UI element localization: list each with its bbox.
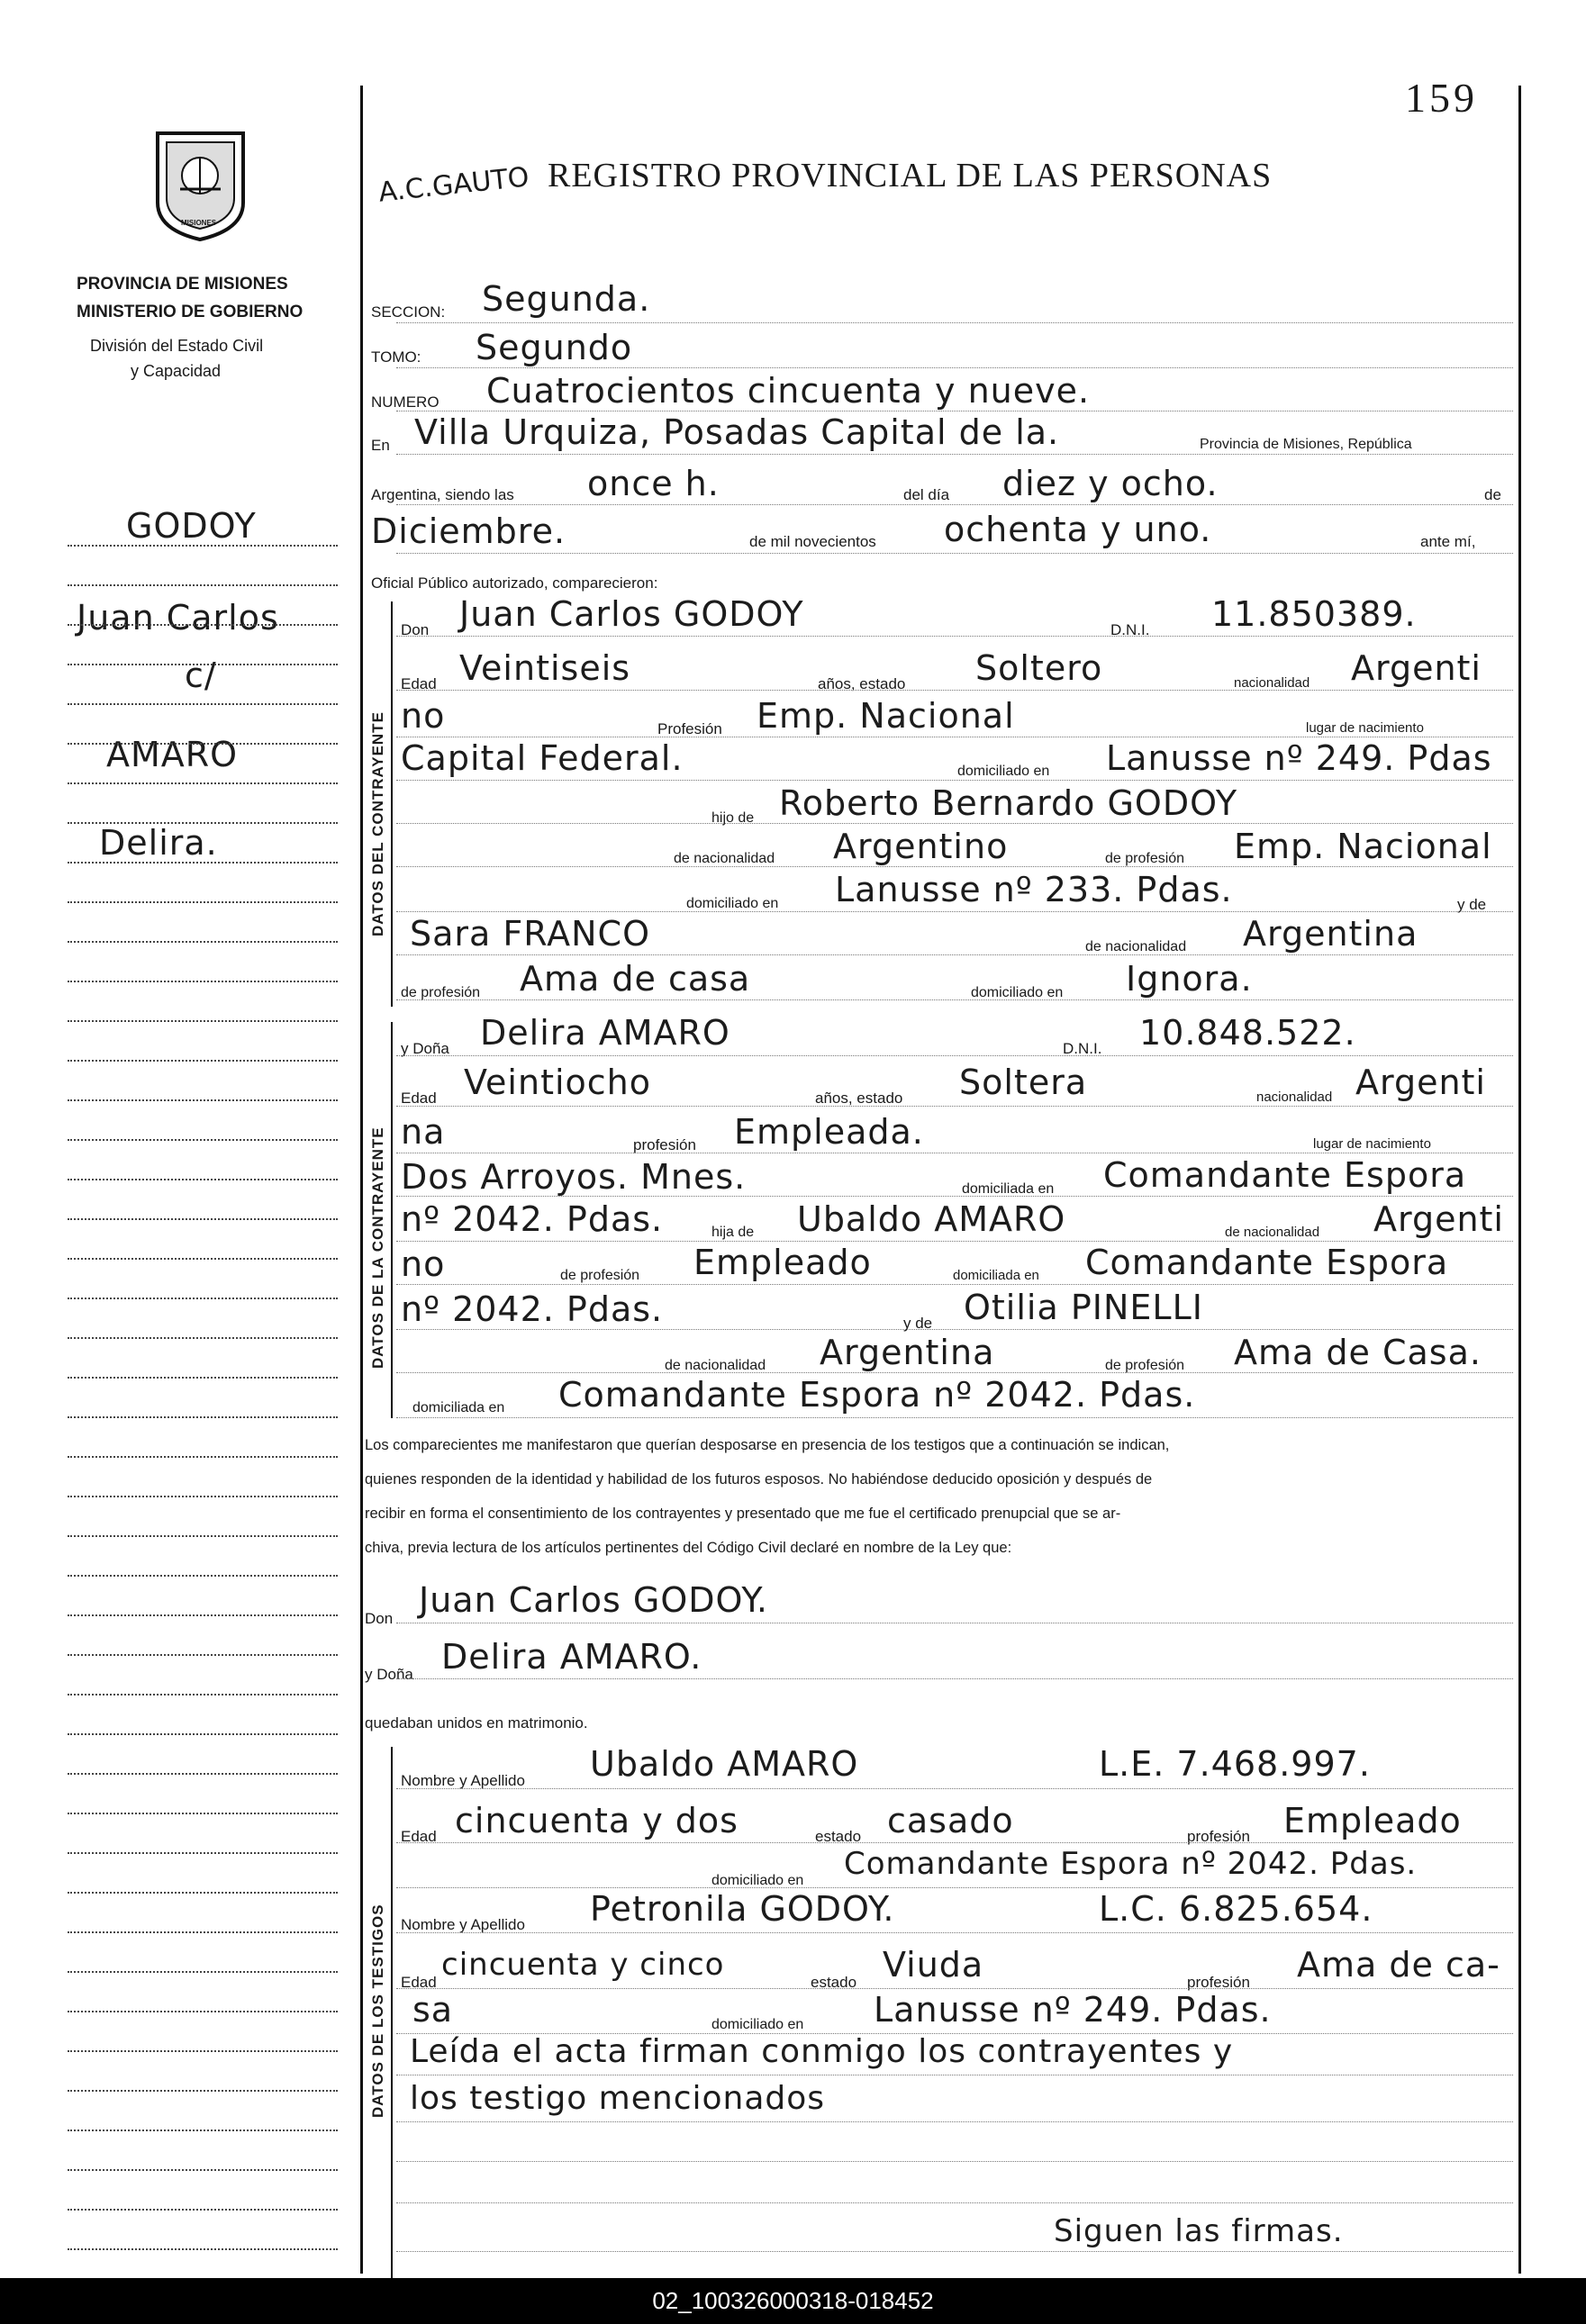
body-rule xyxy=(396,780,1513,781)
margin-rule xyxy=(68,1852,338,1854)
union-don-name: Juan Carlos GODOY. xyxy=(419,1580,768,1620)
margin-conj: c/ xyxy=(185,656,217,695)
body-rule xyxy=(396,690,1513,691)
margin-rule xyxy=(68,1733,338,1735)
margin-rule xyxy=(68,901,338,903)
margin-rule xyxy=(68,1773,338,1775)
numero-label: NUMERO xyxy=(371,393,440,411)
body-rule xyxy=(396,911,1513,912)
margin-surname: GODOY xyxy=(126,506,257,546)
seccion-value: Segunda. xyxy=(482,279,651,319)
bride-padre-dom-cont: nº 2042. Pdas. xyxy=(401,1289,664,1329)
quedaban-label: quedaban unidos en matrimonio. xyxy=(365,1714,588,1732)
numero-value: Cuatrocientos cincuenta y nueve. xyxy=(486,371,1091,411)
body-rule xyxy=(396,1055,1513,1056)
union-don-label: Don xyxy=(365,1610,394,1627)
bride-madre-prof-label: de profesión xyxy=(1105,1358,1185,1373)
left-border xyxy=(360,86,363,2274)
w1-domicilio: Comandante Espora nº 2042. Pdas. xyxy=(844,1846,1418,1882)
union-dona-name: Delira AMARO. xyxy=(441,1637,702,1677)
groom-madre-prof: Ama de casa xyxy=(520,959,751,999)
margin-rule xyxy=(68,1931,338,1933)
bride-dona-label: y Doña xyxy=(401,1040,449,1057)
province-seal xyxy=(149,126,252,243)
w2-edad: cincuenta y cinco xyxy=(441,1947,725,1983)
bride-dni: 10.848.522. xyxy=(1139,1013,1356,1053)
margin-rule xyxy=(68,584,338,586)
body-rule xyxy=(396,1988,1513,1989)
bride-padre-nac-label: de nacionalidad xyxy=(1225,1225,1320,1240)
groom-name: Juan Carlos GODOY xyxy=(459,594,804,634)
bride-hija-label: hija de xyxy=(711,1225,755,1240)
margin-rule xyxy=(68,1258,338,1260)
margin-rule xyxy=(68,624,338,626)
margin-rule xyxy=(68,545,338,547)
bride-bracket xyxy=(391,1022,393,1418)
page-title: REGISTRO PROVINCIAL DE LAS PERSONAS xyxy=(548,157,1273,194)
margin-rule xyxy=(68,2050,338,2052)
bride-madre-dom-label: domiciliada en xyxy=(412,1400,505,1415)
groom-madre-dom-label: domiciliado en xyxy=(971,985,1064,1000)
w2-profesion-cont: sa xyxy=(412,1990,454,2030)
w1-name: Ubaldo AMARO xyxy=(590,1744,859,1784)
w2-estado-label: estado xyxy=(811,1974,857,1991)
province-label: PROVINCIA DE MISIONES xyxy=(77,275,288,294)
margin-rule xyxy=(68,1892,338,1894)
groom-padre-dom-label: domiciliado en xyxy=(686,896,779,911)
groom-edad: Veintiseis xyxy=(459,648,631,688)
margin-rule xyxy=(68,2209,338,2211)
margin-rule xyxy=(68,1694,338,1696)
bride-padre: Ubaldo AMARO xyxy=(797,1199,1066,1239)
w1-profesion-label: profesión xyxy=(1187,1828,1250,1845)
bride-madre: Otilia PINELLI xyxy=(964,1288,1203,1327)
body-rule xyxy=(396,954,1513,955)
bride-domicilio: Comandante Espora xyxy=(1103,1155,1467,1195)
margin-rule xyxy=(68,2169,338,2171)
margin-rule xyxy=(68,822,338,824)
paragraph-line-4: chiva, previa lectura de los artículos pertinentes del Código Civil declaré en nombre de la Ley que: xyxy=(365,1540,1012,1556)
bride-name: Delira AMARO xyxy=(480,1013,730,1053)
bride-padre-nac-cont: no xyxy=(401,1244,446,1284)
margin-rule xyxy=(68,743,338,745)
groom-nacionalidad: Argenti xyxy=(1351,648,1482,688)
groom-madre: Sara FRANCO xyxy=(410,914,650,954)
body-rule xyxy=(396,1788,1513,1789)
paragraph-line-1: Los comparecientes me manifestaron que querían desposarse en presencia de los testigos que a continuación se indican, xyxy=(365,1437,1170,1453)
bride-y-de-label: y de xyxy=(903,1315,933,1332)
body-rule xyxy=(396,1329,1513,1330)
body-rule xyxy=(396,2202,1513,2203)
bride-dni-label: D.N.I. xyxy=(1063,1040,1102,1057)
side-label-witnesses: DATOS DE LOS TESTIGOS xyxy=(369,1904,386,2118)
margin-rule xyxy=(68,2248,338,2250)
w1-doc: L.E. 7.468.997. xyxy=(1099,1744,1371,1784)
body-rule xyxy=(396,999,1513,1000)
bride-madre-nac-label: de nacionalidad xyxy=(665,1358,766,1373)
division-label-1: División del Estado Civil xyxy=(90,337,264,355)
margin-rule xyxy=(68,1337,338,1339)
bride-madre-nac: Argentina xyxy=(820,1333,995,1372)
w1-estado: casado xyxy=(887,1801,1014,1840)
groom-padre-prof: Emp. Nacional xyxy=(1234,827,1492,866)
body-rule xyxy=(396,2033,1513,2034)
groom-padre-nac: Argentino xyxy=(833,827,1009,866)
body-rule xyxy=(396,504,1513,505)
margin-rule xyxy=(68,1654,338,1656)
signature-note: Siguen las firmas. xyxy=(1054,2213,1344,2249)
w2-nombre-label: Nombre y Apellido xyxy=(401,1916,525,1933)
bride-dom-label: domiciliada en xyxy=(962,1181,1055,1197)
bride-padre-nac: Argenti xyxy=(1373,1199,1504,1239)
margin-rule xyxy=(68,2090,338,2092)
w2-doc: L.C. 6.825.654. xyxy=(1099,1889,1373,1929)
body-rule xyxy=(396,2121,1513,2122)
w2-edad-label: Edad xyxy=(401,1974,437,1991)
groom-bracket xyxy=(391,601,393,1007)
right-border xyxy=(1518,86,1521,2274)
bride-edad: Veintiocho xyxy=(464,1063,651,1102)
w1-dom-label: domiciliado en xyxy=(711,1873,804,1888)
division-label-2: y Capacidad xyxy=(131,362,222,380)
groom-dni: 11.850389. xyxy=(1211,594,1417,634)
margin-rule xyxy=(68,2011,338,2012)
body-rule xyxy=(396,367,1513,368)
groom-padre-dom: Lanusse nº 233. Pdas. xyxy=(835,870,1233,909)
groom-madre-prof-label: de profesión xyxy=(401,985,481,1000)
bride-padre-dom: Comandante Espora xyxy=(1085,1243,1449,1282)
margin-rule xyxy=(68,862,338,864)
w1-edad: cincuenta y dos xyxy=(455,1801,739,1840)
oficial-label: Oficial Público autorizado, comparecieron: xyxy=(371,574,658,592)
body-rule xyxy=(396,1887,1513,1888)
witness-bracket xyxy=(391,1747,393,2278)
groom-profesion-label: Profesión xyxy=(657,720,722,737)
groom-estado: Soltero xyxy=(975,648,1103,688)
closing-line-1: Leída el acta firman conmigo los contrayentes y xyxy=(410,2033,1234,2070)
groom-madre-nac-label: de nacionalidad xyxy=(1085,939,1187,954)
margin-rule xyxy=(68,1179,338,1180)
mes-value: Diciembre. xyxy=(371,511,566,551)
body-rule xyxy=(396,1932,1513,1933)
margin-rule xyxy=(68,1377,338,1379)
bride-profesion: Empleada. xyxy=(734,1112,924,1152)
seccion-label: SECCION: xyxy=(371,303,446,321)
seal-label: MISIONES xyxy=(181,219,217,227)
groom-lugar-label: lugar de nacimiento xyxy=(1306,720,1424,736)
body-rule xyxy=(396,553,1513,554)
bride-lugar-nac: Dos Arroyos. Mnes. xyxy=(401,1157,747,1197)
groom-don-label: Don xyxy=(401,621,430,638)
body-rule xyxy=(396,454,1513,455)
body-rule xyxy=(396,2161,1513,2162)
body-rule xyxy=(396,1241,1513,1242)
body-rule xyxy=(396,1678,1513,1679)
del-dia-label: del día xyxy=(903,486,950,503)
bride-estado: Soltera xyxy=(959,1063,1088,1102)
margin-rule xyxy=(68,1416,338,1418)
margin-name2: Delira. xyxy=(99,823,218,863)
body-rule xyxy=(396,1842,1513,1843)
margin-rule xyxy=(68,2130,338,2131)
dia-value: diez y ocho. xyxy=(1002,464,1219,503)
margin-rule xyxy=(68,1971,338,1973)
bride-madre-dom: Comandante Espora nº 2042. Pdas. xyxy=(558,1375,1196,1415)
groom-dom-label: domiciliado en xyxy=(957,764,1050,779)
body-rule xyxy=(396,1106,1513,1107)
margin-surname2: AMARO xyxy=(106,735,239,774)
union-dona-label: y Doña xyxy=(365,1666,413,1683)
bride-nacionalidad: Argenti xyxy=(1355,1063,1486,1102)
groom-y-de-label: y de xyxy=(1457,896,1487,913)
margin-rule xyxy=(68,1535,338,1537)
body-rule xyxy=(396,2251,1513,2252)
w2-profesion-label: profesión xyxy=(1187,1974,1250,1991)
bride-domicilio-cont: nº 2042. Pdas. xyxy=(401,1199,664,1239)
w2-profesion: Ama de ca- xyxy=(1297,1945,1500,1985)
groom-profesion: Emp. Nacional xyxy=(757,696,1015,736)
body-rule xyxy=(396,322,1513,323)
body-rule xyxy=(396,1284,1513,1285)
groom-edad-label: Edad xyxy=(401,675,437,692)
margin-rule xyxy=(68,1218,338,1220)
w1-edad-label: Edad xyxy=(401,1828,437,1845)
bride-lugar-label: lugar de nacimiento xyxy=(1313,1136,1431,1152)
margin-rule xyxy=(68,1099,338,1101)
body-rule xyxy=(396,636,1513,637)
margin-rule xyxy=(68,1813,338,1814)
margin-rule xyxy=(68,1575,338,1577)
page-number: 159 xyxy=(1405,75,1478,121)
body-rule xyxy=(396,1372,1513,1373)
bride-padre-prof: Empleado xyxy=(693,1243,872,1282)
tomo-value: Segundo xyxy=(476,328,633,367)
bride-profesion-label: profesión xyxy=(633,1136,696,1153)
margin-rule xyxy=(68,1456,338,1458)
footer-code: 02_100326000318-018452 xyxy=(0,2278,1586,2324)
w1-nombre-label: Nombre y Apellido xyxy=(401,1772,525,1789)
side-label-bride: DATOS DE LA CONTRAYENTE xyxy=(369,1126,386,1369)
en-label: En xyxy=(371,437,390,454)
groom-hijo-label: hijo de xyxy=(711,810,755,826)
bride-padre-dom-label: domiciliada en xyxy=(953,1268,1039,1283)
stamp-text: A.C.GAUTO xyxy=(376,161,531,209)
body-rule xyxy=(396,1196,1513,1197)
bride-padre-prof-label: de profesión xyxy=(560,1268,640,1283)
bride-madre-prof: Ama de Casa. xyxy=(1234,1333,1482,1372)
bride-nacionalidad-cont: na xyxy=(401,1112,446,1152)
groom-estado-label: años, estado xyxy=(818,675,906,692)
groom-madre-dom: Ignora. xyxy=(1126,959,1253,999)
groom-madre-nac: Argentina xyxy=(1243,914,1418,954)
body-rule xyxy=(396,1417,1513,1418)
ministry-label: MINISTERIO DE GOBIERNO xyxy=(77,303,304,321)
groom-nac-label: nacionalidad xyxy=(1234,675,1310,691)
groom-dni-label: D.N.I. xyxy=(1110,621,1150,638)
argentina-label: Argentina, siendo las xyxy=(371,486,514,503)
paragraph-line-3: recibir en forma el consentimiento de los contrayentes y presentado que me fue el certificado prenupcial que se ar- xyxy=(365,1506,1121,1522)
anio-value: ochenta y uno. xyxy=(944,510,1212,549)
w1-estado-label: estado xyxy=(815,1828,862,1845)
groom-padre-nac-label: de nacionalidad xyxy=(674,851,775,866)
margin-rule xyxy=(68,703,338,705)
margin-rule xyxy=(68,981,338,982)
w1-profesion: Empleado xyxy=(1283,1801,1462,1840)
groom-padre: Roberto Bernardo GODOY xyxy=(779,783,1238,823)
bride-nac-label: nacionalidad xyxy=(1256,1090,1333,1105)
margin-rule xyxy=(68,941,338,943)
margin-rule xyxy=(68,664,338,665)
de-mil-label: de mil novecientos xyxy=(749,533,876,550)
side-label-groom: DATOS DEL CONTRAYENTE xyxy=(369,711,386,936)
margin-rule xyxy=(68,1614,338,1616)
margin-rule xyxy=(68,1496,338,1497)
lugar-value: Villa Urquiza, Posadas Capital de la. xyxy=(414,412,1060,452)
groom-nacionalidad-cont: no xyxy=(401,696,446,736)
margin-name1: Juan Carlos xyxy=(77,598,279,638)
de-label: de xyxy=(1484,486,1501,503)
groom-domicilio: Lanusse nº 249. Pdas xyxy=(1106,738,1492,778)
w2-estado: Viuda xyxy=(883,1945,984,1985)
groom-lugar-nac: Capital Federal. xyxy=(401,738,684,778)
body-rule xyxy=(396,866,1513,867)
groom-padre-prof-label: de profesión xyxy=(1105,851,1185,866)
paragraph-line-2: quienes responden de la identidad y habilidad de los futuros esposos. No habiéndose deducido oposición y después de xyxy=(365,1471,1153,1488)
closing-line-2: los testigo mencionados xyxy=(410,2080,826,2117)
body-rule xyxy=(396,823,1513,824)
provincia-label: Provincia de Misiones, República xyxy=(1200,437,1412,452)
ante-mi-label: ante mí, xyxy=(1420,533,1476,550)
hora-value: once h. xyxy=(587,464,720,503)
margin-rule xyxy=(68,1060,338,1062)
margin-rule xyxy=(68,1298,338,1299)
bride-edad-label: Edad xyxy=(401,1090,437,1107)
w2-name: Petronila GODOY. xyxy=(590,1889,895,1929)
tomo-label: TOMO: xyxy=(371,348,421,366)
margin-rule xyxy=(68,1020,338,1022)
margin-rule xyxy=(68,1139,338,1141)
bride-estado-label: años, estado xyxy=(815,1090,903,1107)
w2-dom-label: domiciliado en xyxy=(711,2017,804,2032)
margin-rule xyxy=(68,782,338,784)
w2-domicilio: Lanusse nº 249. Pdas. xyxy=(874,1990,1272,2030)
